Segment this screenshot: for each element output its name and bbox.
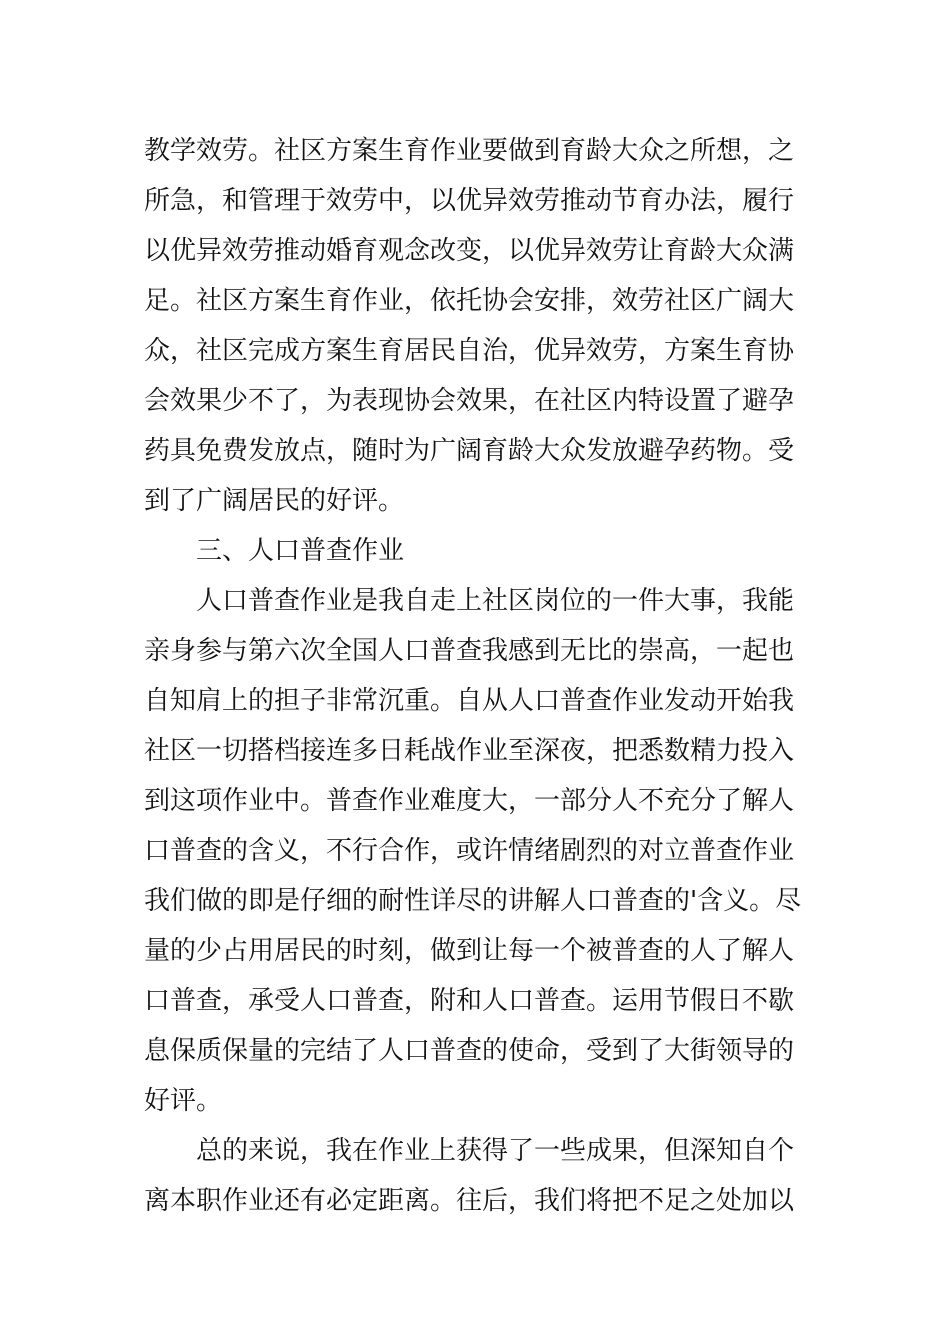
document-body	[144, 126, 814, 1226]
paragraph-line: 到这项作业中。普查作业难度大，一部分人不充分了解人	[144, 786, 795, 816]
paragraph-line: 自知肩上的担子非常沉重。自从人口普查作业发动开始我	[144, 686, 795, 716]
paragraph-line: 药具免费发放点，随时为广阔育龄大众发放避孕药物。受	[144, 436, 795, 466]
paragraph-line: 社区一切搭档接连多日耗战作业至深夜，把悉数精力投入	[144, 736, 795, 766]
paragraph-line: 离本职作业还有必定距离。往后，我们将把不足之处加以	[144, 1186, 795, 1216]
paragraph-line: 量的少占用居民的时刻，做到让每一个被普查的人了解人	[144, 936, 795, 966]
paragraph-line: 到了广阔居民的好评。	[144, 486, 405, 516]
section-heading: 三、人口普查作业	[196, 536, 405, 566]
paragraph-line: 众，社区完成方案生育居民自治，优异效劳，方案生育协	[144, 336, 795, 366]
paragraph-line: 人口普查作业是我自走上社区岗位的一件大事，我能	[196, 586, 795, 616]
paragraph-line: 我们做的即是仔细的耐性详尽的讲解人口普查的'含义。尽	[144, 886, 802, 916]
paragraph-line: 会效果少不了，为表现协会效果，在社区内特设置了避孕	[144, 386, 795, 416]
paragraph-line: 教学效劳。社区方案生育作业要做到育龄大众之所想，之	[144, 136, 795, 166]
paragraph-line: 亲身参与第六次全国人口普查我感到无比的崇高，一起也	[144, 636, 795, 666]
paragraph-line: 总的来说，我在作业上获得了一些成果，但深知自个	[196, 1136, 795, 1166]
paragraph-line: 所急，和管理于效劳中，以优异效劳推动节育办法，履行	[144, 186, 795, 216]
paragraph-line: 息保质保量的完结了人口普查的使命，受到了大街领导的	[144, 1036, 795, 1066]
paragraph-line: 口普查的含义，不行合作，或许情绪剧烈的对立普查作业	[144, 836, 795, 866]
paragraph-line: 好评。	[144, 1086, 223, 1116]
paragraph-line: 口普查，承受人口普查，附和人口普查。运用节假日不歇	[144, 986, 795, 1016]
paragraph-line: 足。社区方案生育作业，依托协会安排，效劳社区广阔大	[144, 286, 795, 316]
paragraph-line: 以优异效劳推动婚育观念改变，以优异效劳让育龄大众满	[144, 236, 795, 266]
